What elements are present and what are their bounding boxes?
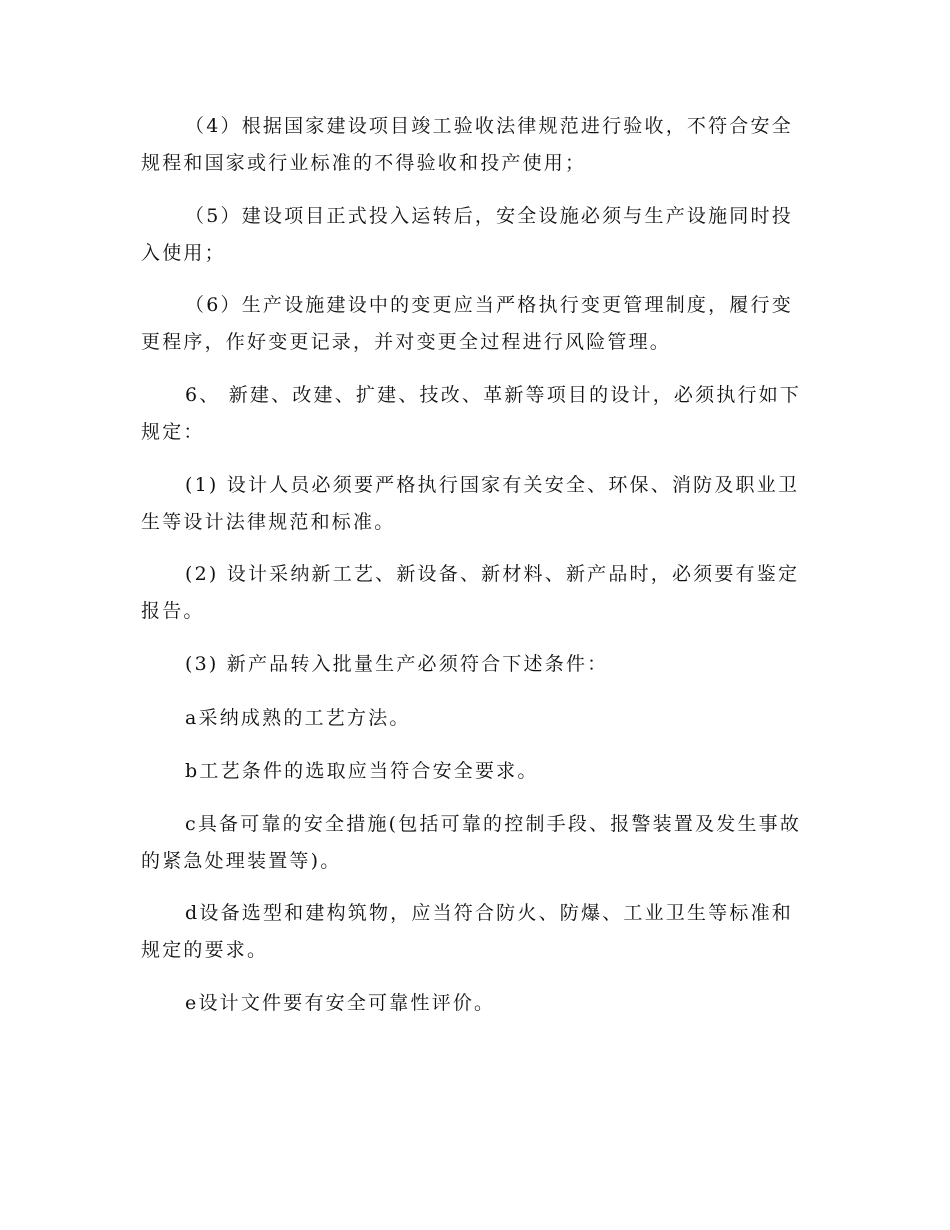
paragraph-item-4: （4）根据国家建设项目竣工验收法律规范进行验收，不符合安全规程和国家或行业标准的不得验收和投产使用；: [141, 115, 793, 174]
rule-item-3: (3) 新产品转入批量生产必须符合下述条件：: [185, 653, 609, 675]
rule-item-1: (1) 设计人员必须要严格执行国家有关安全、环保、消防及职业卫生等设计法律规范和标准。: [141, 474, 800, 533]
condition-item-e: e设计文件要有安全可靠性评价。: [185, 992, 496, 1014]
paragraph-item-5: （5）建设项目正式投入运转后，安全设施必须与生产设施同时投入使用；: [141, 205, 793, 264]
condition-item-d: d设备选型和建构筑物，应当符合防火、防爆、工业卫生等标准和规定的要求。: [141, 902, 793, 961]
section-heading-6: 6、 新建、改建、扩建、技改、革新等项目的设计，必须执行如下规定：: [141, 384, 802, 443]
rule-item-2: (2) 设计采纳新工艺、新设备、新材料、新产品时，必须要有鉴定报告。: [141, 563, 800, 622]
condition-item-a: a采纳成熟的工艺方法。: [185, 707, 411, 729]
paragraph-item-6: （6）生产设施建设中的变更应当严格执行变更管理制度，履行变更程序，作好变更记录，并对变更全过程进行风险管理。: [141, 294, 793, 353]
condition-item-c: c具备可靠的安全措施(包括可靠的控制手段、报警装置及发生事故的紧急处理装置等)。: [141, 813, 802, 872]
condition-item-b: b工艺条件的选取应当符合安全要求。: [185, 760, 539, 782]
